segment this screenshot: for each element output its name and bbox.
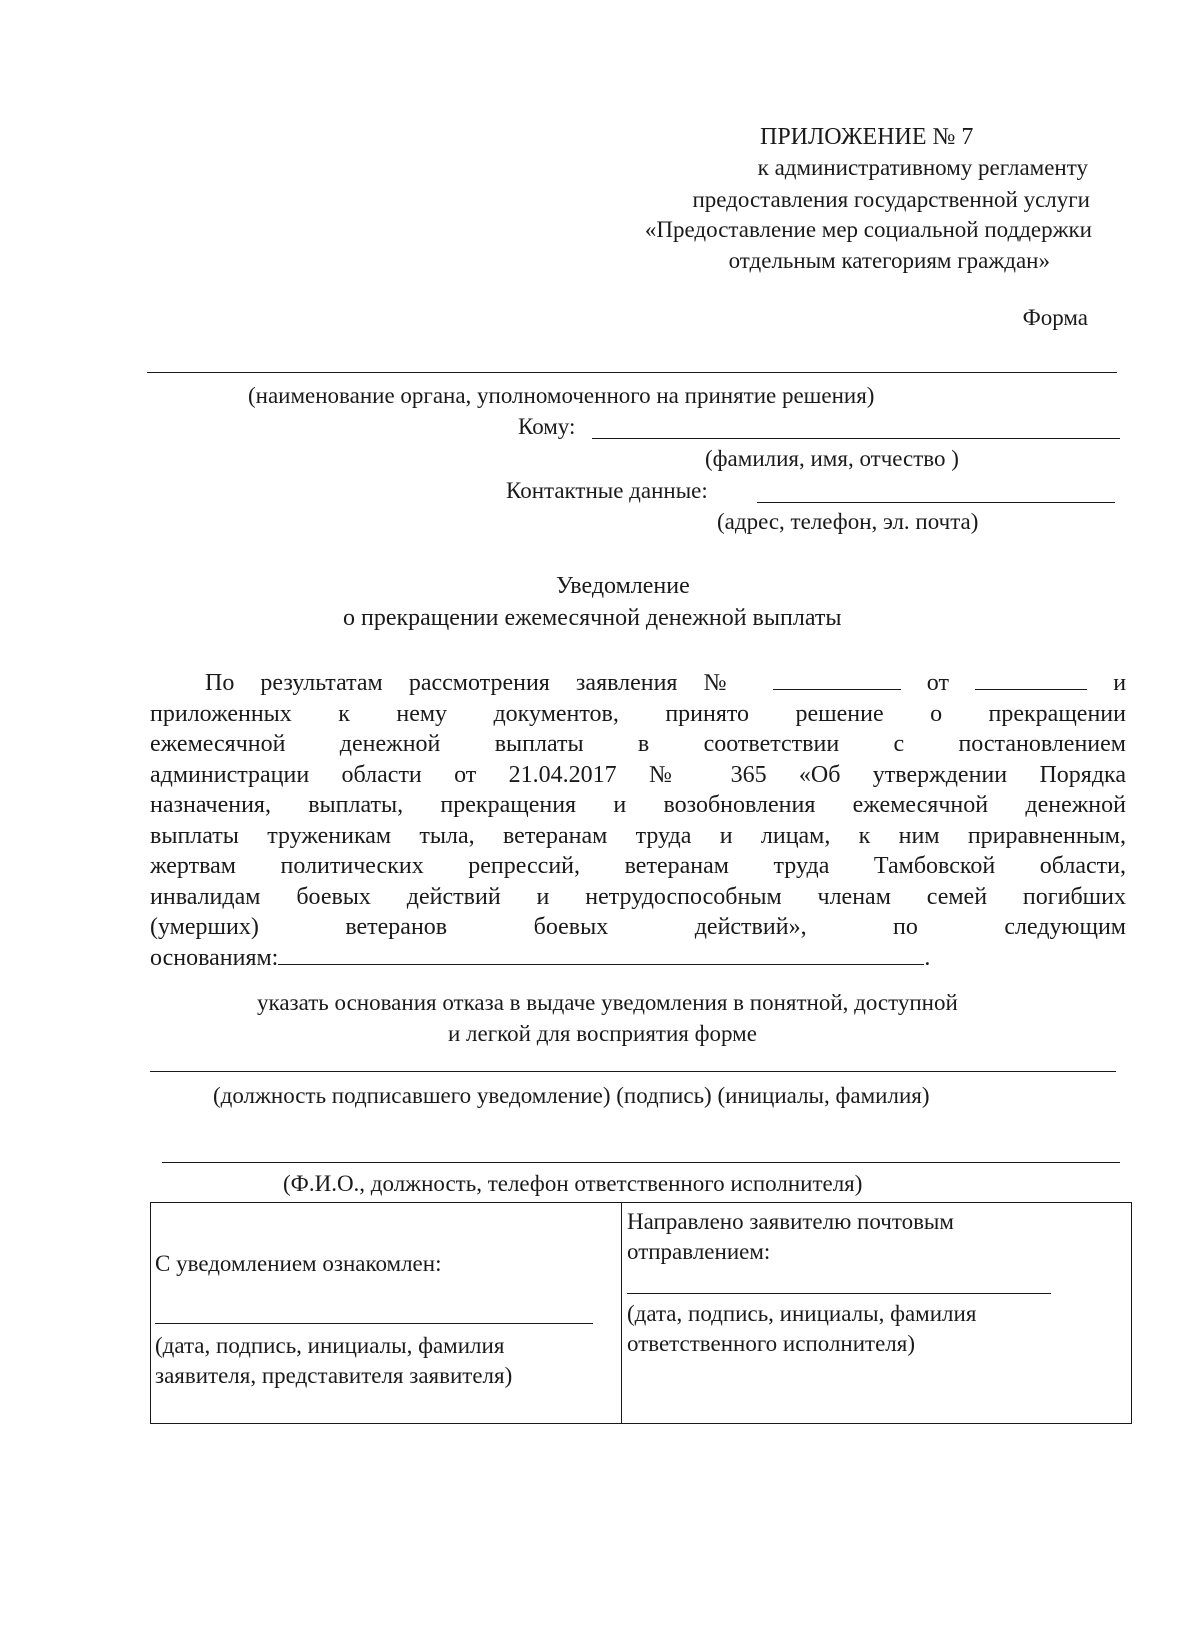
organ-caption: (наименование органа, уполномоченного на принятие решения) — [248, 383, 875, 408]
signature-caption: (должность подписавшего уведомление) (подпись) (инициалы, фамилия) — [213, 1083, 930, 1108]
body-line-4: администрации области от 21.04.2017 № 365 «Об утверждении Порядка — [150, 761, 1126, 788]
mailed-label-1: Направлено заявителю почтовым — [627, 1209, 954, 1234]
mailed-label-2: отправлением: — [627, 1239, 771, 1264]
applicant-caption-1: (дата, подпись, инициалы, фамилия — [155, 1333, 505, 1358]
acknowledgement-table — [150, 1202, 1132, 1424]
body-line-10 — [150, 943, 1126, 974]
body-text: и — [1113, 670, 1126, 696]
body-line-8: инвалидам боевых действий и нетрудоспособным членам семей погибших — [150, 883, 1126, 910]
application-number-field[interactable] — [773, 669, 901, 690]
fio-caption: (фамилия, имя, отчество ) — [705, 446, 959, 471]
executor-signature-field[interactable] — [627, 1293, 1051, 1294]
body-line-6: выплаты труженикам тыла, ветеранам труда и лицам, к ним приравненным, — [150, 822, 1126, 849]
reason-hint-1: указать основания отказа в выдаче уведомления в понятной, доступной — [257, 990, 958, 1015]
appendix-line-2: предоставления государственной услуги — [692, 187, 1090, 212]
contacts-field[interactable] — [757, 502, 1115, 503]
executor-field[interactable] — [162, 1162, 1120, 1163]
body-line-9: (умерших) ветеранов боевых действий», по следующим — [150, 914, 1126, 940]
body-line-1 — [150, 668, 1126, 699]
acknowledged-label: С уведомлением ознакомлен: — [155, 1251, 442, 1276]
executor-caption: (Ф.И.О., должность, телефон ответственного исполнителя) — [283, 1171, 863, 1196]
notice-title: Уведомление — [556, 573, 690, 599]
body-line-3: ежемесячной денежной выплаты в соответствии с постановлением — [150, 731, 1126, 757]
appendix-line-3: «Предоставление мер социальной поддержки — [644, 217, 1092, 242]
notice-subtitle: о прекращении ежемесячной денежной выплаты — [343, 605, 842, 631]
komu-label: Кому: — [518, 414, 576, 439]
body-line-2: приложенных к нему документов, принято решение о прекращении — [150, 700, 1126, 727]
period: . — [924, 944, 931, 971]
appendix-line-4: отдельным категориям граждан» — [728, 248, 1050, 273]
executor-caption-1: (дата, подпись, инициалы, фамилия — [627, 1301, 977, 1326]
executor-caption-2: ответственного исполнителя) — [627, 1331, 916, 1356]
contacts-caption: (адрес, телефон, эл. почта) — [717, 509, 979, 534]
body-line-5: назначения, выплаты, прекращения и возобновления ежемесячной денежной — [150, 792, 1126, 818]
reason-hint-2: и легкой для восприятия форме — [448, 1021, 757, 1046]
table-divider — [621, 1203, 622, 1423]
body-line-7: жертвам политических репрессий, ветеранам труда Тамбовской области, — [150, 853, 1126, 879]
reasons-field[interactable] — [278, 944, 924, 965]
body-text: основаниям: — [150, 944, 279, 971]
appendix-title: ПРИЛОЖЕНИЕ № 7 — [760, 124, 974, 150]
applicant-signature-field[interactable] — [155, 1323, 593, 1324]
komu-field[interactable] — [592, 438, 1120, 439]
body-text: По результатам рассмотрения заявления № — [205, 670, 747, 696]
signature-field[interactable] — [150, 1071, 1116, 1072]
organ-name-field[interactable] — [147, 372, 1117, 373]
contacts-label: Контактные данные: — [506, 478, 708, 503]
notice-body — [150, 668, 1126, 973]
form-label: Форма — [1022, 305, 1088, 330]
applicant-caption-2: заявителя, представителя заявителя) — [155, 1363, 513, 1388]
appendix-line-1: к административному регламенту — [757, 155, 1088, 180]
body-text: от — [926, 670, 949, 696]
application-date-field[interactable] — [975, 669, 1087, 690]
